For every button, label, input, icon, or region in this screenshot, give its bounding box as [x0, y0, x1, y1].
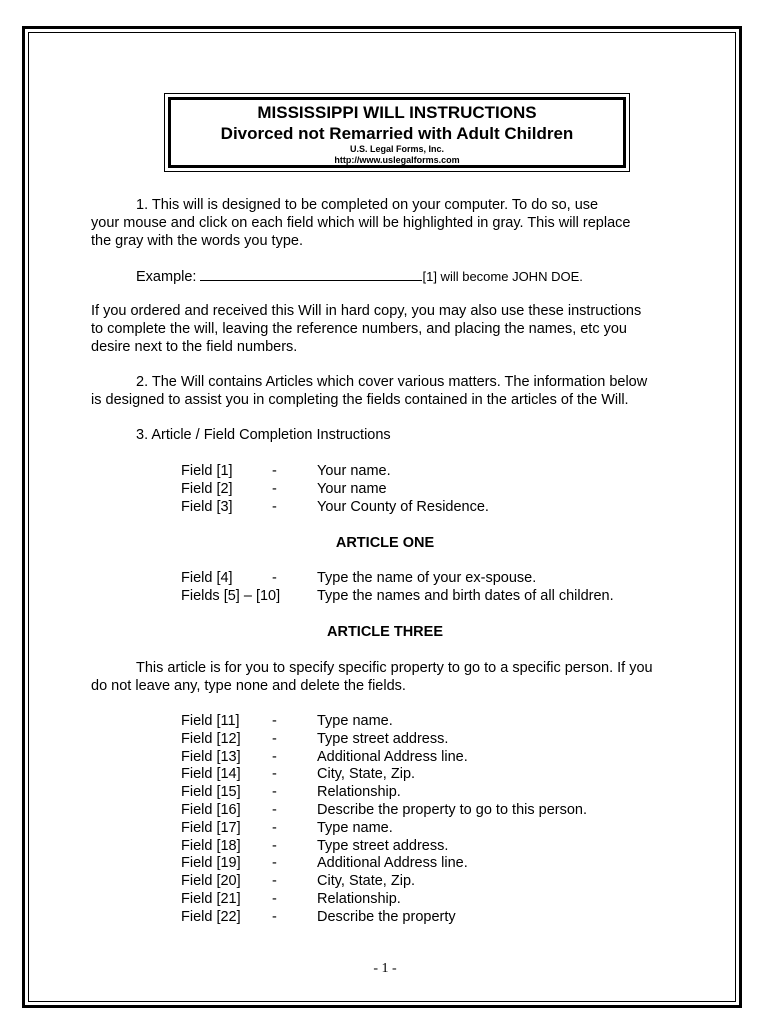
field-label: Field [18] [181, 837, 241, 854]
field-label: Field [16] [181, 802, 241, 818]
field-label: Field [21] [181, 891, 241, 907]
field-desc: Your County of Residence. [317, 499, 489, 515]
field-label: Field [11] [181, 713, 240, 729]
field-desc: City, State, Zip. [317, 766, 416, 783]
example-blank [200, 267, 422, 281]
field-label: Field [12] [181, 730, 241, 747]
field-label: Field [17] [181, 819, 241, 836]
field-desc: Type name. [317, 819, 393, 836]
example-label: Example: [136, 269, 201, 285]
field-label: Field [13] [181, 748, 241, 765]
field-label: Field [20] [181, 873, 241, 890]
para1-line2: your mouse and click on each field which will be highlighted in gray. This will replace [91, 215, 631, 231]
field-desc: Your name [317, 481, 387, 497]
field-label: Fields [5] – [10] [181, 588, 281, 604]
field-label: Field [15] [181, 784, 241, 801]
field-label: Field [4] [181, 570, 233, 586]
field-desc: Type name. [317, 713, 393, 729]
field-dash: - [272, 766, 277, 783]
field-dash: - [272, 819, 277, 836]
company-url: http://www.uslegalforms.com [334, 155, 460, 165]
field-dash: - [272, 837, 277, 854]
field-dash: - [272, 908, 277, 925]
para1-line1: 1. This will is designed to be completed on your computer. To do so, use [136, 197, 599, 213]
page-number: - 1 - [373, 961, 397, 976]
document-title: MISSISSIPPI WILL INSTRUCTIONS [257, 103, 537, 122]
field-desc: Type street address. [317, 730, 449, 747]
field-dash: - [272, 713, 277, 729]
para3-line2: is designed to assist you in completing the fields contained in the articles of the Will. [91, 392, 629, 408]
field-label: Field [2] [181, 481, 233, 497]
article-three-intro-line1: This article is for you to specify specific property to go to a specific person. If you [136, 660, 653, 676]
field-desc: Describe the property [317, 908, 456, 925]
field-dash: - [272, 481, 277, 497]
para1-line3: the gray with the words you type. [91, 233, 303, 249]
para2-line1: If you ordered and received this Will in hard copy, you may also use these instructions [91, 303, 642, 319]
field-dash: - [272, 748, 277, 765]
field-desc: Relationship. [317, 891, 401, 907]
field-label: Field [1] [181, 463, 233, 479]
article-three-heading: ARTICLE THREE [327, 624, 443, 640]
field-dash: - [272, 463, 277, 479]
field-label: Field [19] [181, 855, 241, 872]
field-dash: - [272, 784, 277, 801]
para4-line1: 3. Article / Field Completion Instructions [136, 427, 391, 443]
article-one-heading: ARTICLE ONE [335, 535, 435, 551]
company-name: U.S. Legal Forms, Inc. [349, 144, 445, 154]
field-desc: Type the names and birth dates of all children. [317, 588, 614, 604]
para2-line2: to complete the will, leaving the reference numbers, and placing the names, etc you [91, 321, 627, 337]
field-dash: - [272, 499, 277, 515]
field-label: Field [22] [181, 908, 241, 925]
field-desc: Type street address. [317, 837, 449, 854]
field-desc: Relationship. [317, 784, 401, 801]
field-desc: City, State, Zip. [317, 873, 416, 890]
document-subtitle: Divorced not Remarried with Adult Children [220, 124, 574, 143]
field-desc: Your name. [317, 463, 391, 479]
field-dash: - [272, 873, 277, 890]
example-suffix: [1] will become JOHN DOE. [422, 269, 583, 284]
field-dash: - [272, 570, 277, 586]
field-desc: Describe the property to go to this person. [317, 802, 588, 818]
article-three-intro-line2: do not leave any, type none and delete the fields. [91, 678, 406, 694]
field-dash: - [272, 802, 277, 818]
para2-line3: desire next to the field numbers. [91, 339, 298, 355]
field-dash: - [272, 855, 277, 872]
field-label: Field [3] [181, 499, 233, 515]
para3-line1: 2. The Will contains Articles which cover various matters. The information below [136, 374, 648, 390]
field-desc: Additional Address line. [317, 748, 468, 765]
field-desc: Additional Address line. [317, 855, 468, 872]
title-box [168, 97, 626, 168]
example-line [136, 267, 583, 286]
field-dash: - [272, 730, 277, 747]
field-label: Field [14] [181, 766, 241, 783]
field-desc: Type the name of your ex-spouse. [317, 570, 537, 586]
field-dash: - [272, 891, 277, 907]
